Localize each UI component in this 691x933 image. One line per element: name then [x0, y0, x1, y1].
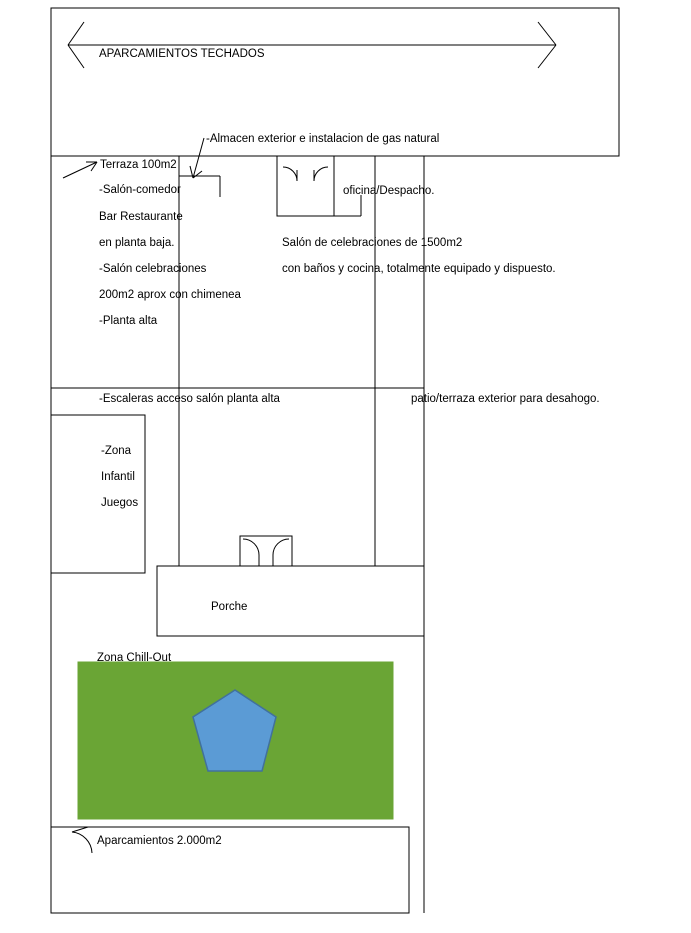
kids-zone-outline [51, 415, 145, 573]
office-room-outline [277, 156, 334, 216]
hall-door-swing-right [273, 539, 289, 555]
label-planta-baja: en planta baja. [99, 237, 175, 249]
office-door-swing-right [314, 167, 328, 181]
label-salon-comedor: -Salón-comedor [99, 184, 181, 196]
label-salon-celebraciones-1500: Salón de celebraciones de 1500m2 [282, 237, 463, 249]
parking-arrow-head-a [68, 22, 84, 45]
label-patio-terraza: patio/terraza exterior para desahogo. [411, 393, 600, 405]
label-bar-restaurante: Bar Restaurante [99, 211, 183, 223]
office-door-swing-left [283, 167, 297, 181]
label-almacen-exterior: -Almacen exterior e instalacion de gas natural [206, 133, 440, 145]
label-terraza: Terraza 100m2 [100, 159, 177, 171]
label-oficina-despacho: oficina/Despacho. [343, 185, 435, 197]
storage-callout-line [193, 138, 204, 178]
label-zona-chill-out: Zona Chill-Out [97, 652, 172, 664]
label-juegos: Juegos [101, 497, 139, 509]
label-infantil: Infantil [101, 471, 135, 483]
parking-arrow-head-d [538, 45, 556, 68]
label-zona: -Zona [101, 445, 132, 457]
label-planta-alta: -Planta alta [99, 315, 158, 327]
lower-parking-gate-swing [72, 832, 92, 853]
celebration-hall-outline [179, 156, 424, 566]
label-aparcamientos-techados: APARCAMIENTOS TECHADOS [99, 48, 265, 60]
hall-main-entrance-vestibule [240, 536, 292, 566]
label-escaleras-acceso: -Escaleras acceso salón planta alta [99, 393, 280, 405]
label-banos-cocina: con baños y cocina, totalmente equipado y dispuesto. [282, 263, 556, 275]
label-salon-celebraciones: -Salón celebraciones [99, 263, 207, 275]
label-200m2-chimenea: 200m2 aprox con chimenea [99, 289, 241, 301]
label-porche: Porche [211, 601, 248, 613]
parking-arrow-head-c [538, 22, 556, 45]
label-aparcamientos-2000: Aparcamientos 2.000m2 [97, 835, 222, 847]
hall-door-swing-left [243, 539, 259, 555]
lower-parking-gate-post [72, 827, 88, 832]
parking-arrow-head-b [68, 45, 84, 68]
porch-outline [157, 566, 424, 636]
